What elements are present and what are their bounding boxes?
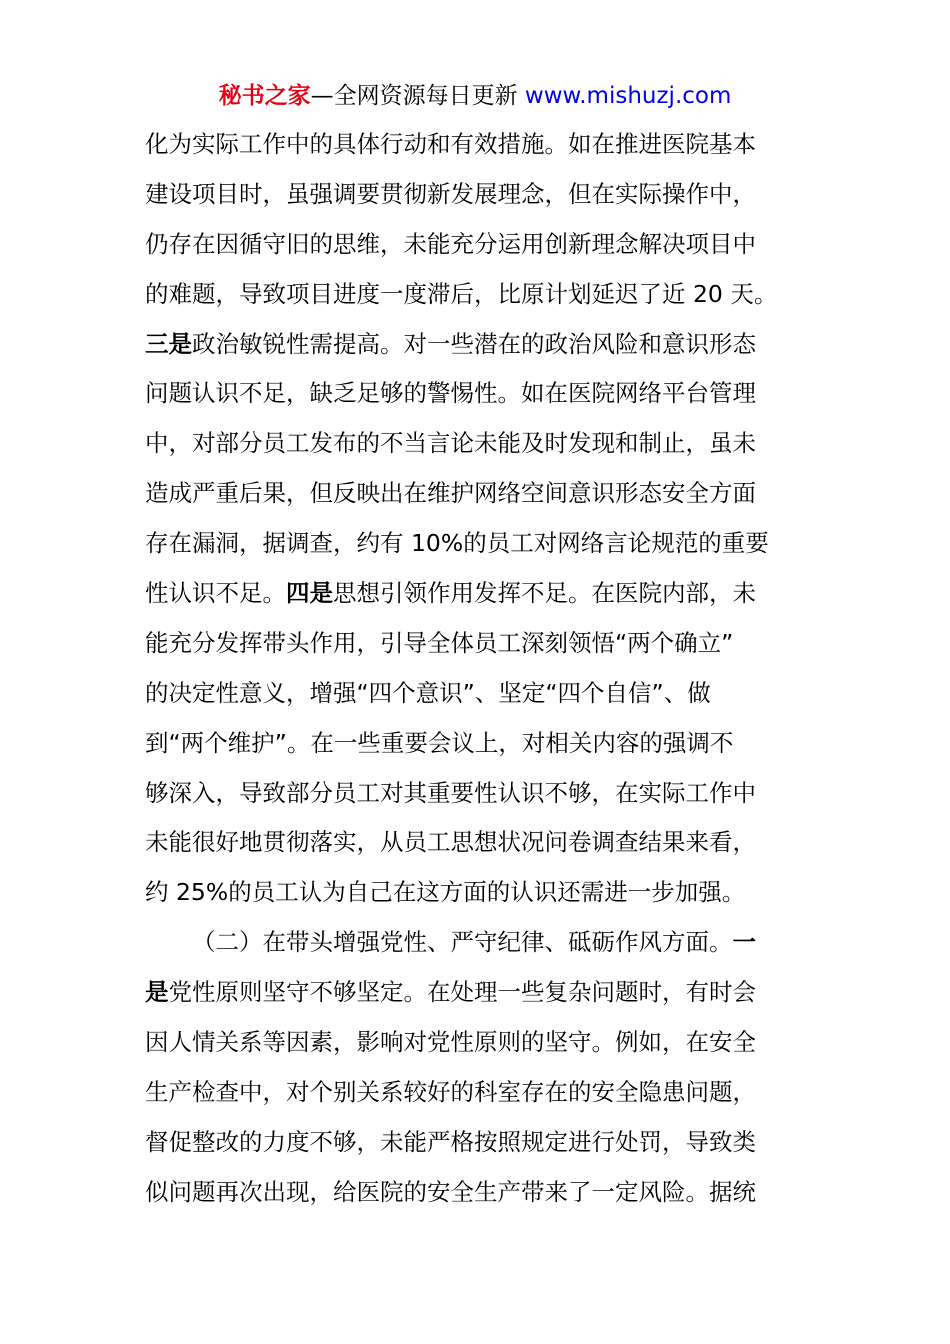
text-line [145,918,805,968]
text-segment: 建设项目时，虽强调要贯彻新发展理念，但在实际操作中， [145,179,756,208]
document-body [145,120,805,1218]
text-segment: 的决定性意义，增强“四个意识”、坚定“四个自信”、做 [145,678,711,707]
site-tagline: —全网资源每日更新 [310,83,525,109]
text-line [145,270,805,320]
text-line [145,519,805,569]
text-line [145,868,805,918]
text-segment: 够深入，导致部分员工对其重要性认识不够，在实际工作中 [145,778,756,807]
text-segment: 到“两个维护”。在一些重要会议上，对相关内容的强调不 [145,728,734,757]
text-segment: 未能很好地贯彻落实，从员工思想状况问卷调查结果来看， [145,828,756,857]
bold-keyword: 三是 [145,329,192,358]
bold-keyword: 是 [145,978,169,1007]
text-line [145,1118,805,1168]
text-line [145,619,805,669]
text-segment: 存在漏洞，据调查，约有 10%的员工对网络言论规范的重要 [145,529,769,558]
text-line [145,1068,805,1118]
site-url-link[interactable]: www.mishuzj.com [524,83,732,109]
text-segment: 中，对部分员工发布的不当言论未能及时发现和制止，虽未 [145,429,756,458]
text-line [145,220,805,270]
text-segment: 督促整改的力度不够，未能严格按照规定进行处罚，导致类 [145,1127,756,1156]
text-line [145,968,805,1018]
page-header [0,80,950,112]
text-line [145,569,805,619]
text-line [145,320,805,370]
text-segment: 造成严重后果，但反映出在维护网络空间意识形态安全方面 [145,479,756,508]
text-segment: 思想引领作用发挥不足。在医院内部，未 [333,579,756,608]
text-line [145,170,805,220]
text-line [145,369,805,419]
bold-keyword: 一 [732,928,756,957]
text-segment: 仍存在因循守旧的思维，未能充分运用创新理念解决项目中 [145,229,756,258]
text-line [145,669,805,719]
site-brand: 秘书之家 [218,83,311,109]
text-line [145,120,805,170]
text-segment: 党性原则坚守不够坚定。在处理一些复杂问题时，有时会 [168,978,756,1007]
text-segment: 能充分发挥带头作用，引导全体员工深刻领悟“两个确立” [145,628,734,657]
text-line [145,469,805,519]
bold-keyword: 四是 [286,579,333,608]
text-segment: 化为实际工作中的具体行动和有效措施。如在推进医院基本 [145,130,756,158]
text-line [145,818,805,868]
text-segment: 约 25%的员工认为自己在这方面的认识还需进一步加强。 [145,878,746,907]
text-segment: （二）在带头增强党性、严守纪律、砥砺作风方面。 [192,928,733,957]
text-segment: 性认识不足。 [145,579,286,608]
text-segment: 生产检查中，对个别关系较好的科室存在的安全隐患问题， [145,1077,756,1106]
text-segment: 问题认识不足，缺乏足够的警惕性。如在医院网络平台管理 [145,379,756,408]
text-segment: 似问题再次出现，给医院的安全生产带来了一定风险。据统 [145,1177,756,1206]
text-segment: 政治敏锐性需提高。对一些潜在的政治风险和意识形态 [192,329,756,358]
text-line [145,719,805,769]
text-line [145,1168,805,1218]
text-segment: 的难题，导致项目进度一度滞后，比原计划延迟了近 20 天。 [145,279,778,308]
text-segment: 因人情关系等因素，影响对党性原则的坚守。例如，在安全 [145,1028,756,1057]
text-line [145,1018,805,1068]
text-line [145,769,805,819]
text-line [145,419,805,469]
